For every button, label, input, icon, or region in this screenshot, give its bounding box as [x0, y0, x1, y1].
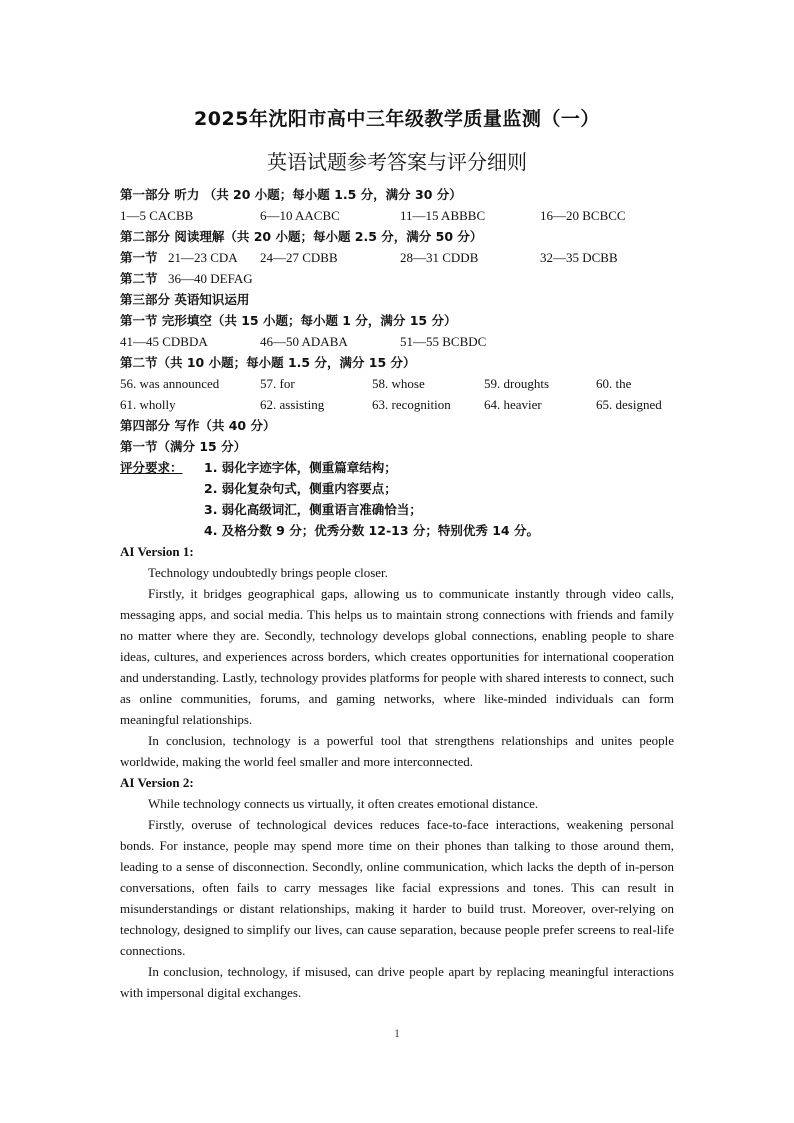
answer-group: 32—35 DCBB: [540, 250, 618, 265]
part4-section1-heading: 第一节（满分 15 分）: [120, 439, 247, 454]
grammar-answers-row: [120, 373, 674, 394]
grammar-answer: 59. droughts: [484, 376, 549, 391]
part4-heading: 第四部分 写作（共 40 分）: [120, 418, 276, 433]
document-title: 2025年沈阳市高中三年级教学质量监测（一）: [194, 108, 600, 130]
section-label: 第二节: [120, 271, 158, 286]
answer-group: 51—55 BCBDC: [400, 334, 487, 349]
essay-paragraph: Firstly, overuse of technological devices reduces face-to-face interactions, weakening personal bonds. For instance, people may spend more time on their phones than talking to those around them, leading to a sense of disconnection. Secondly, online communication, which lacks the depth of in-person conversations, often fails to carry messages like facial expressions and tones. This can result in misunderstandings or distant relationships, making it harder to build trust. Moreover, over-relying on technology, designed to simplify our lives, can cause separation, because people prefer screens to real-life connections.: [120, 817, 674, 958]
answer-group: 16—20 BCBCC: [540, 208, 626, 223]
requirement-item: 2. 弱化复杂句式，侧重内容要点；: [204, 481, 397, 496]
page-number: 1: [394, 1026, 400, 1040]
answer-group: 24—27 CDBB: [260, 250, 338, 265]
part1-heading: 第一部分 听力 （共 20 小题；每小题 1.5 分，满分 30 分）: [120, 187, 462, 202]
requirement-item: 4. 及格分数 9 分；优秀分数 12-13 分；特别优秀 14 分。: [204, 523, 539, 538]
grammar-answer: 61. wholly: [120, 397, 176, 412]
document-body: [120, 184, 674, 1003]
grammar-answer: 58. whose: [372, 376, 425, 391]
essay-paragraph: In conclusion, technology, if misused, can drive people apart by replacing meaningful interactions with impersonal digital exchanges.: [120, 964, 674, 1000]
document-subtitle: 英语试题参考答案与评分细则: [267, 150, 527, 174]
answer-group: 21—23 CDA: [168, 250, 238, 265]
answer-group: 46—50 ADABA: [260, 334, 348, 349]
requirement-item: 1. 弱化字迹字体，侧重篇章结构；: [204, 460, 397, 475]
grammar-answer: 62. assisting: [260, 397, 325, 412]
answer-group: 11—15 ABBBC: [400, 208, 486, 223]
essay-paragraph: While technology connects us virtually, it often creates emotional distance.: [148, 796, 539, 811]
scoring-requirement: [120, 499, 674, 520]
part2-section2-answers: [120, 268, 674, 289]
answer-group: 6—10 AACBC: [260, 208, 340, 223]
scoring-requirement: [120, 478, 674, 499]
scoring-requirement: [120, 520, 674, 541]
answer-group: 41—45 CDBDA: [120, 334, 208, 349]
grammar-answer: 60. the: [596, 376, 632, 391]
part3-heading: 第三部分 英语知识运用: [120, 292, 250, 307]
part2-section1-answers: [120, 247, 674, 268]
requirements-label: 评分要求：: [120, 460, 183, 475]
scoring-requirement: [120, 457, 674, 478]
essay-paragraph: In conclusion, technology is a powerful tool that strengthens relationships and unites people worldwide, making the world feel smaller and more interconnected.: [120, 733, 674, 769]
version2-label: AI Version 2:: [120, 775, 194, 790]
part2-heading: 第二部分 阅读理解（共 20 小题；每小题 2.5 分，满分 50 分）: [120, 229, 483, 244]
grammar-answer: 56. was announced: [120, 376, 220, 391]
part3-section2-heading: 第二节（共 10 小题；每小题 1.5 分，满分 15 分）: [120, 355, 416, 370]
answer-group: 36—40 DEFAG: [168, 271, 253, 286]
essay-paragraph: Firstly, it bridges geographical gaps, allowing us to communicate instantly through video calls, messaging apps, and social media. This helps us to maintain strong connections with friends and family no matter where they are. Secondly, technology develops global connections, enabling people to share ideas, cultures, and experiences across borders, which creates opportunities for international cooperation and understanding. Lastly, technology provides platforms for people with shared interests to connect, such as online communities, forums, and gaming networks, where like-minded individuals can form meaningful relationships.: [120, 586, 674, 727]
answer-group: 28—31 CDDB: [400, 250, 479, 265]
section-label: 第一节: [120, 250, 158, 265]
grammar-answer: 65. designed: [596, 397, 662, 412]
requirement-item: 3. 弱化高级词汇，侧重语言准确恰当；: [204, 502, 422, 517]
answer-group: 1—5 CACBB: [120, 208, 194, 223]
part1-answers: [120, 205, 674, 226]
part3-section1-answers: [120, 331, 674, 352]
essay-paragraph: Technology undoubtedly brings people closer.: [148, 565, 388, 580]
part3-section1-heading: 第一节 完形填空（共 15 小题；每小题 1 分，满分 15 分）: [120, 313, 457, 328]
version1-label: AI Version 1:: [120, 544, 194, 559]
grammar-answer: 64. heavier: [484, 397, 542, 412]
grammar-answer: 57. for: [260, 376, 295, 391]
grammar-answer: 63. recognition: [372, 397, 451, 412]
grammar-answers-row: [120, 394, 674, 415]
